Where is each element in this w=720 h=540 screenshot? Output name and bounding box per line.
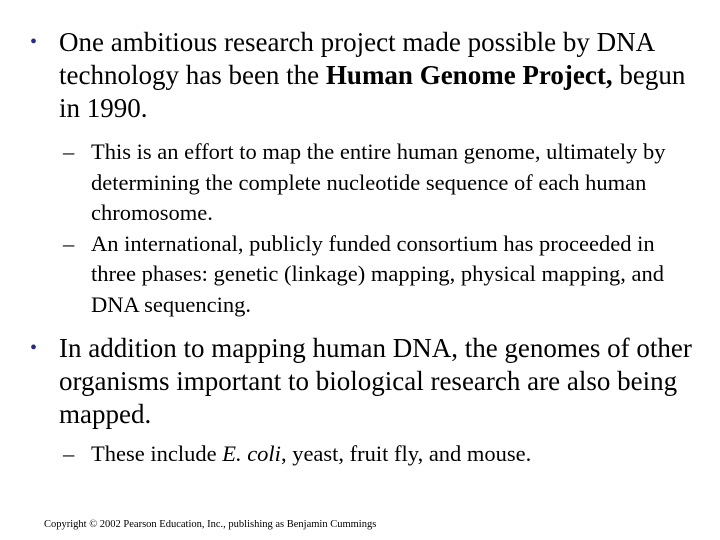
bullet-2-body: In addition to mapping human DNA, the genomes of other organisms important to biological research are also being mapped. <box>59 333 692 429</box>
sub-bullet-1-2 <box>0 229 681 321</box>
sub-bullet-2-1 <box>0 439 681 470</box>
bullet-2 <box>0 332 720 470</box>
dash-marker: – <box>63 441 75 466</box>
sub-bullet-2-1-italic: E. coli <box>222 441 281 466</box>
sub-bullet-1-1-text: This is an effort to map the entire human genome, ultimately by determining the complete nucleotide sequence of each human chromosome. <box>91 139 666 225</box>
bullet-1-post: begun in 1990. <box>59 60 686 123</box>
sub-bullet-2-1-pre: These include <box>91 441 223 466</box>
bullet-1-pre: One ambitious research project made possible by DNA technology has been the <box>59 27 654 90</box>
bullet-marker: • <box>30 31 38 53</box>
bullet-2-text <box>0 332 699 431</box>
sub-bullet-1-1 <box>0 137 681 229</box>
sub-bullet-1-2-text: An international, publicly funded consortium has proceeded in three phases: genetic (linkage) mapping, physical mapping, and DNA sequencing. <box>91 230 664 317</box>
sub-bullet-2-1-post: , yeast, fruit fly, and mouse. <box>280 441 532 466</box>
copyright-footer: Copyright © 2002 Pearson Education, Inc., publishing as Benjamin Cummings <box>44 519 377 530</box>
dash-marker: – <box>63 139 75 164</box>
bullet-1-text <box>0 26 699 125</box>
bullet-marker: • <box>30 337 38 359</box>
bullet-1-bold: Human Genome Project, <box>325 60 613 90</box>
bullet-1 <box>0 26 720 320</box>
dash-marker: – <box>63 230 75 256</box>
